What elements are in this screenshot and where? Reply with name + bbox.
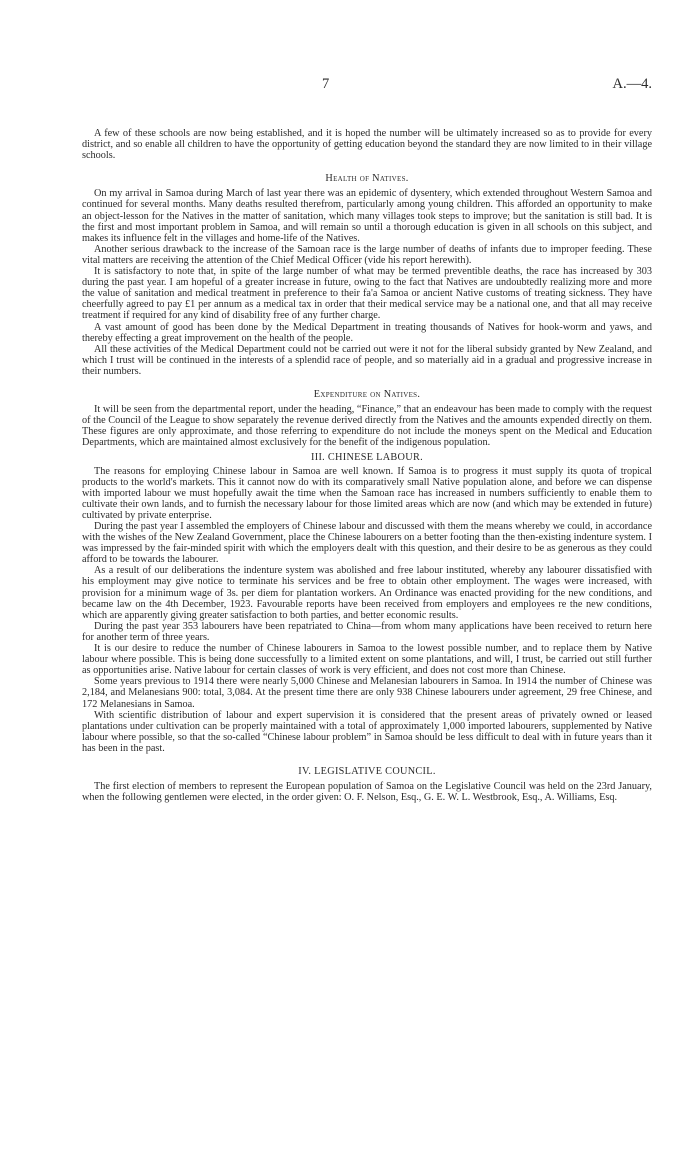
paragraph: The first election of members to represent the European population of Samoa on the Legislative Council was held on the 23rd January, when the following gentlemen were elected, in the order given: O. F. Nelson, Esq., G. E. W. L. Westbrook, Esq., A. Williams, Esq. [82,781,652,804]
page-number: 7 [322,76,330,92]
paragraph: On my arrival in Samoa during March of last year there was an epidemic of dysentery, which extended throughout Western Samoa and continued for several months. Many deaths resulted therefrom, particularly among young children. This afforded an opportunity to make an object-lesson for the Natives in the matter of sanitation, which many villages took steps to improve; but the sanitation is still bad. It is the first and most important problem in Samoa, and will remain so until a thorough education is given in all schools on this subject, and makes its influence felt in the villages and home-life of the Natives. [82,188,652,244]
paragraph: All these activities of the Medical Department could not be carried out were it not for the liberal subsidy granted by New Zealand, and which I trust will be continued in the interests of a splendid race of people, and so materially aid in a gradual and progressive increase in their numbers. [82,343,652,377]
paragraph: It will be seen from the departmental report, under the heading, “Finance,” that an endeavour has been made to comply with the request of the Council of the League to show separately the revenue derived directly from the Natives and the amounts expended directly on them. These figures are only approximate, and those referring to expenditure do not include the moneys spent on the Medical and Education Departments, which are maintained almost exclusively for the benefit of the indigenous population. [82,404,652,449]
section-heading-expenditure: Expenditure on Natives. [313,388,421,400]
paragraph: As a result of our deliberations the indenture system was abolished and free labour instituted, whereby any labourer dissatisfied with his employment may give notice to terminate his services and be free to obtain other employment. The wages were increased, with provision for a minimum wage of 3s. per diem for plantation workers. An Ordinance was enacted providing for the new conditions, and became law on the 4th December, 1923. Favourable reports have been received from employers and employees re the new conditions, which are apparently giving greater satisfaction to both parties, and better economic results. [82,565,652,621]
paragraph: A few of these schools are now being established, and it is hoped the number will be ultimately increased so as to provide for every district, and so enable all children to have the opportunity of getting education beyond the standard they are now limited to in their village schools. [82,128,652,162]
section-heading-chinese-labour: III. CHINESE LABOUR. [311,452,423,464]
section-heading-legislative-council: IV. LEGISLATIVE COUNCIL. [298,765,436,777]
paragraph: With scientific distribution of labour and expert supervision it is considered that the present areas of privately owned or leased plantations under cultivation can be properly maintained with a total of approximately 1,000 imported labourers, supplemented by Native labour where possible, so that the so-called “Chinese labour problem” in Samoa should be less difficult to deal with in future years than it has been in the past. [82,709,652,754]
paragraph: It is satisfactory to note that, in spite of the large number of what may be termed preventible deaths, the race has increased by 303 during the past year. I am hopeful of a greater increase in future, owing to the fact that Natives are undoubtedly realizing more and more the value of sanitation and medical treatment in preference to their fa'a Samoa or ancient Native customs of treating sickness. They have cheerfully agreed to pay £1 per annum as a medical tax in order that their medical service may be a national one, and that all may receive treatment if required for any kind of disability free of any further charge. [82,266,652,322]
paragraph: Another serious drawback to the increase of the Samoan race is the large number of deaths of infants due to improper feeding. These vital matters are receiving the attention of the Chief Medical Officer (vide his report herewith). [82,243,652,266]
document-reference: A.—4. [612,76,652,92]
section-heading-health: Health of Natives. [325,173,409,185]
page-header [82,76,652,98]
paragraph: Some years previous to 1914 there were nearly 5,000 Chinese and Melanesian labourers in Samoa. In 1914 the number of Chinese was 2,184, and Melanesians 900: total, 3,084. At the present time there are only 938 Chinese labourers under agreement, 29 free Chinese, and 172 Melanesians in Samoa. [82,676,652,710]
paragraph: The reasons for employing Chinese labour in Samoa are well known. If Samoa is to progress it must supply its quota of tropical products to the world's markets. This it cannot now do with its comparatively small Native population alone, and before we can dispense with imported labour we must hopefully await the time when the Samoan race has increased in numbers sufficiently to enable them to cultivate their own lands, and to furnish the necessary labour for those limited areas which are now (and which may be extended in future) cultivated by private enterprise. [82,465,652,521]
document-body [82,128,652,803]
paragraph: It is our desire to reduce the number of Chinese labourers in Samoa to the lowest possible number, and to replace them by Native labour where possible. This is being done successfully to a limited extent on some plantations, and will, I trust, be carried out still further as opportunities arise. Native labour for certain classes of work is very efficient, and does not cost more than Chinese. [82,643,652,677]
paragraph: During the past year 353 labourers have been repatriated to China—from whom many applications have been received to return here for another term of three years. [82,620,652,643]
paragraph: During the past year I assembled the employers of Chinese labour and discussed with them the means whereby we could, in accordance with the wishes of the New Zealand Government, place the Chinese labourers on a better footing than the then-existing indenture system. I was impressed by the fair-minded spirit with which the employers dealt with this question, and their desire to be as generous as they could afford to be towards the labourer. [82,521,652,566]
paragraph: A vast amount of good has been done by the Medical Department in treating thousands of Natives for hook-worm and yaws, and thereby effecting a great improvement on the health of the people. [82,321,652,344]
